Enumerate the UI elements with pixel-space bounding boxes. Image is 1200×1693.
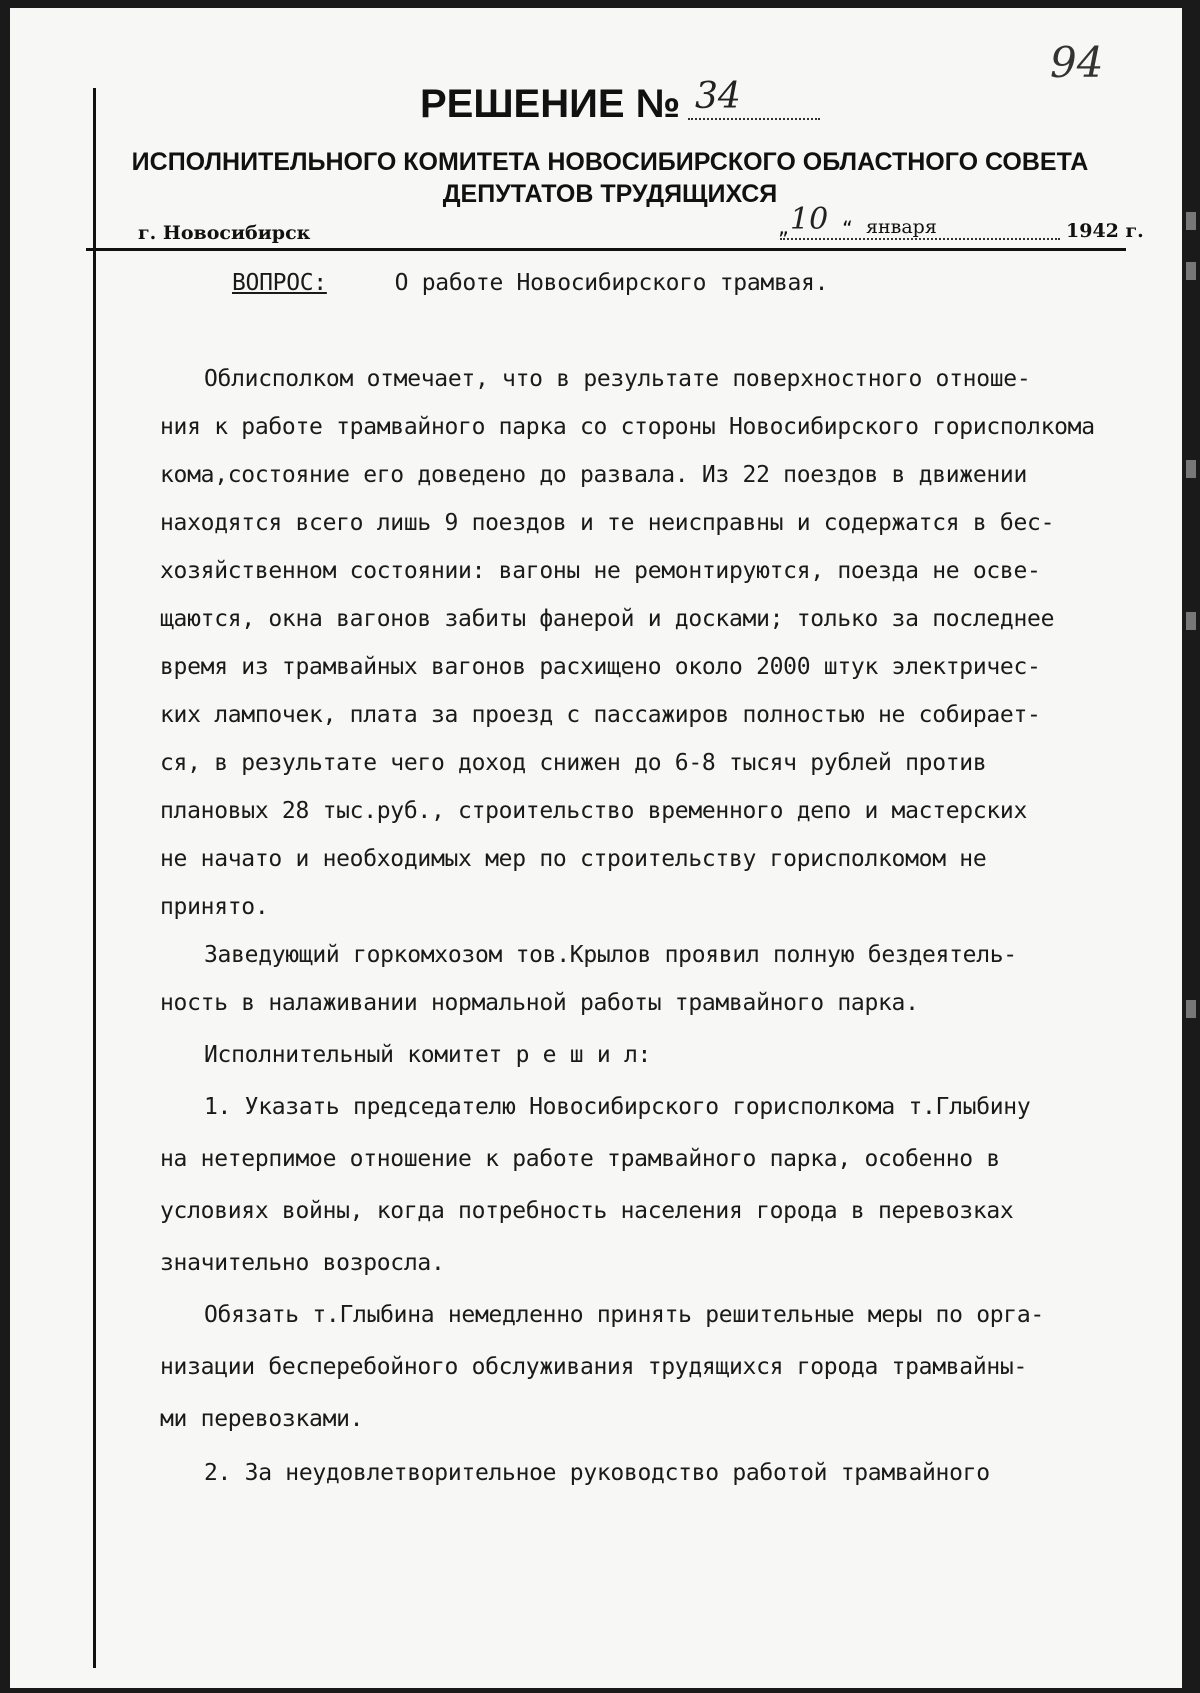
date-dotted-line (780, 238, 1060, 240)
date-day: 10 (790, 202, 829, 237)
bleed-through-mark (1186, 1000, 1196, 1018)
body-line: плановых 28 тыс.руб., строительство временного депо и мастерских (160, 798, 1028, 824)
question-text: О работе Новосибирского трамвая. (394, 270, 829, 296)
question-label: ВОПРОС: (232, 270, 327, 296)
committee-heading (100, 146, 1120, 210)
body-line: значительно возросла. (160, 1250, 445, 1276)
decision-number: 34 (695, 76, 741, 117)
title-dotted-line (688, 118, 820, 120)
body-line: находятся всего лишь 9 поездов и те неисправны и содержатся в бес- (160, 510, 1055, 536)
body-line: низации бесперебойного обслуживания трудящихся города трамвайны- (160, 1354, 1028, 1380)
title-label: РЕШЕНИЕ № (420, 82, 681, 126)
body-line: ми перевозками. (160, 1406, 364, 1432)
committee-line-2: ДЕПУТАТОВ ТРУДЯЩИХСЯ (442, 180, 778, 208)
body-line: ния к работе трамвайного парка со стороны Новосибирского горисполкома (160, 414, 1095, 440)
body-line: принято. (160, 894, 269, 920)
body-line: 2. За неудовлетворительное руководство работой трамвайного (204, 1460, 990, 1486)
body-line: Исполнительный комитет р е ш и л: (204, 1042, 652, 1068)
body-line: ся, в результате чего доход снижен до 6-8 тысяч рублей против (160, 750, 987, 776)
body-line: кома,состояние его доведено до развала. Из 22 поездов в движении (160, 462, 1028, 488)
body-line: не начато и необходимых мер по строительству горисполкомом не (160, 846, 987, 872)
body-line: Заведующий горкомхозом тов.Крылов проявил полную бездеятель- (204, 942, 1017, 968)
archive-page-number: 94 (1050, 38, 1104, 87)
body-line: щаются, окна вагонов забиты фанерой и досками; только за последнее (160, 606, 1055, 632)
bleed-through-mark (1186, 460, 1196, 478)
body-line: 1. Указать председателю Новосибирского горисполкома т.Глыбину (204, 1094, 1031, 1120)
bleed-through-mark (1186, 262, 1196, 280)
body-line: Облисполком отмечает, что в результате поверхностного отноше- (204, 366, 1031, 392)
margin-rule (93, 88, 96, 1668)
bleed-through-mark (1186, 612, 1196, 630)
body-line: ность в налаживании нормальной работы трамвайного парка. (160, 990, 919, 1016)
body-line: на нетерпимое отношение к работе трамвайного парка, особенно в (160, 1146, 1000, 1172)
decision-title (420, 76, 840, 132)
bleed-through-mark (1186, 212, 1196, 230)
date-quote-open: „ (778, 218, 789, 239)
body-line: условиях войны, когда потребность населения города в перевозках (160, 1198, 1014, 1224)
city-name: г. Новосибирск (138, 222, 311, 244)
question-line (232, 270, 1200, 296)
body-line: ких лампочек, плата за проезд с пассажиров полностью не собирает- (160, 702, 1041, 728)
date-year: 1942 г. (1066, 220, 1144, 242)
body-line: время из трамвайных вагонов расхищено около 2000 штук электричес- (160, 654, 1041, 680)
date-quote-close: “ (842, 218, 853, 239)
date-month: января (866, 216, 937, 238)
body-line: хозяйственном состоянии: вагоны не ремонтируются, поезда не осве- (160, 558, 1041, 584)
body-line: Обязать т.Глыбина немедленно принять решительные меры по орга- (204, 1302, 1044, 1328)
committee-line-1: ИСПОЛНИТЕЛЬНОГО КОМИТЕТА НОВОСИБИРСКОГО ОБЛАСТНОГО СОВЕТА (131, 148, 1089, 176)
header-rule (86, 248, 1126, 251)
